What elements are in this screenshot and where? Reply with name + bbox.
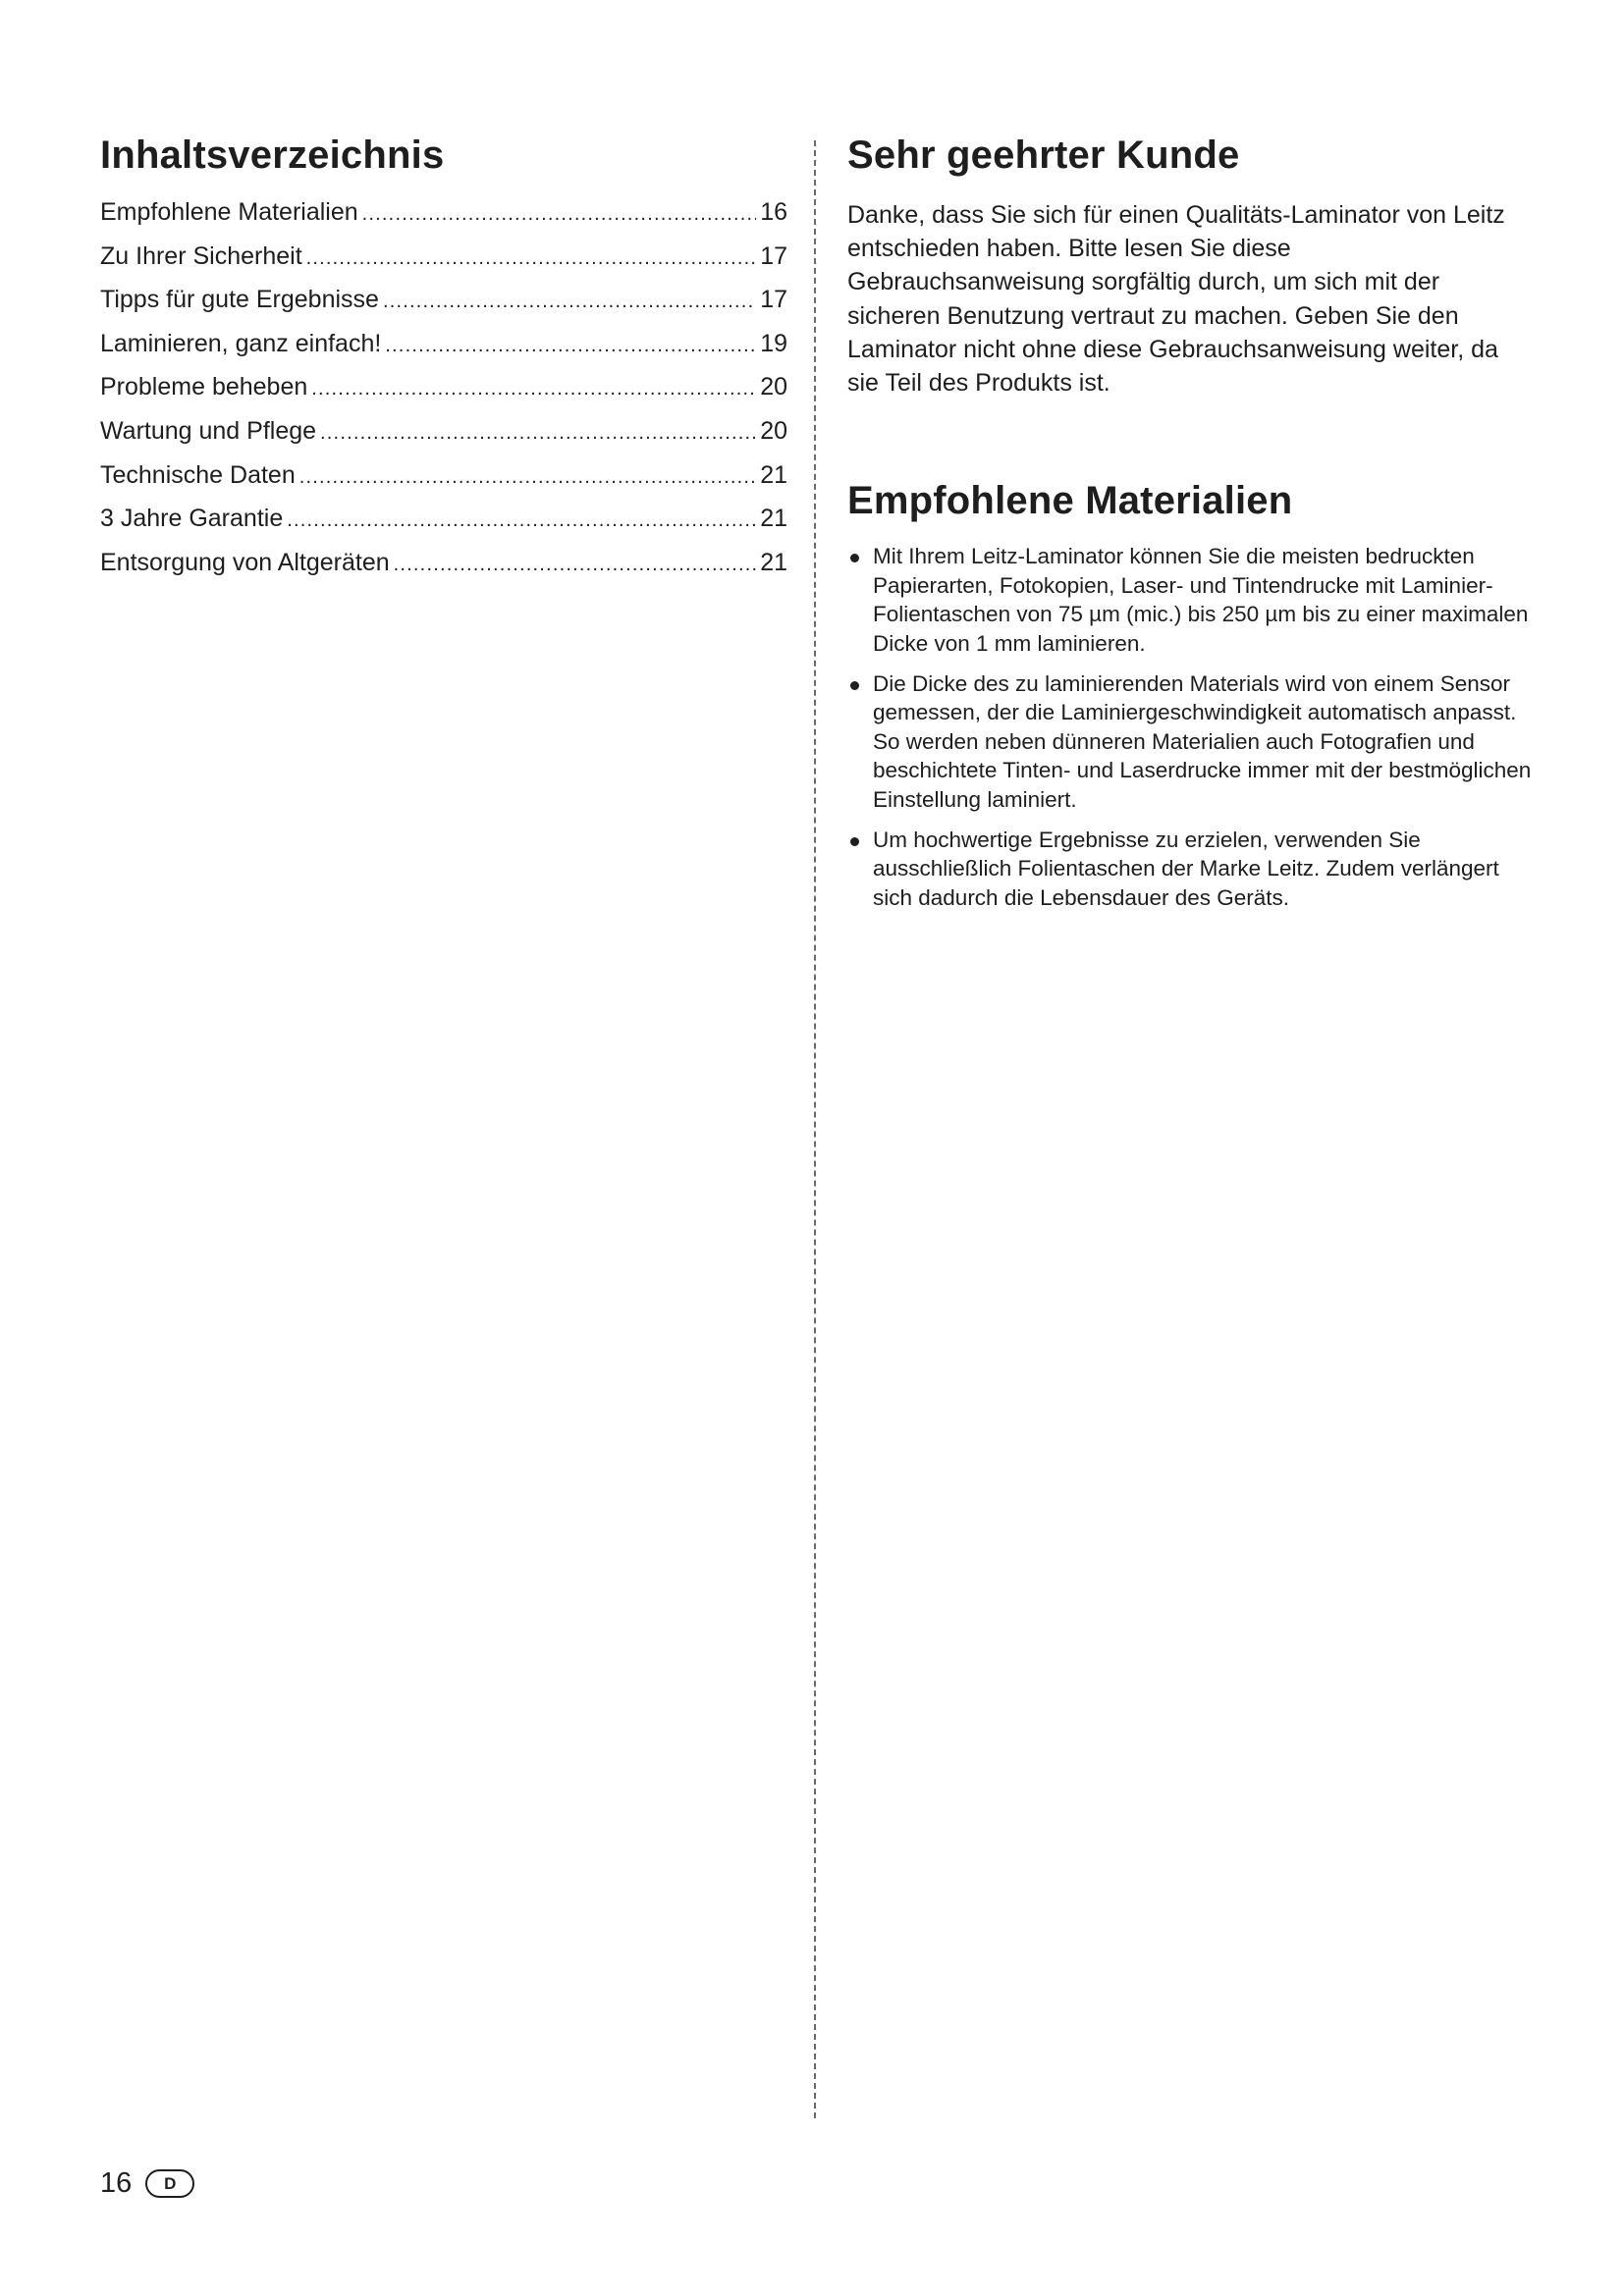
toc-item-title: Wartung und Pflege	[100, 416, 317, 445]
list-item	[847, 826, 1537, 913]
toc-item	[100, 505, 787, 549]
toc-item	[100, 242, 787, 287]
toc-item-title: Entsorgung von Altgeräten	[100, 548, 390, 576]
materials-title: Empfohlene Materialien	[847, 479, 1293, 523]
toc-item-title: Probleme beheben	[100, 373, 308, 401]
toc-leader-dots	[287, 509, 756, 532]
bullet-icon	[850, 681, 859, 690]
toc-item-page: 19	[760, 329, 787, 357]
toc-leader-dots	[320, 422, 756, 445]
toc-leader-dots	[306, 247, 757, 270]
toc-item-page: 17	[760, 286, 787, 314]
country-badge: D	[145, 2169, 194, 2198]
list-item-text: Um hochwertige Ergebnisse zu erzielen, verwenden Sie ausschließlich Folientaschen der Marke Leitz. Zudem verlängert sich dadurch die Lebensdauer des Geräts.	[873, 827, 1499, 910]
toc-leader-dots	[383, 291, 756, 313]
list-item-text: Die Dicke des zu laminierenden Materials wird von einem Sensor gemessen, der die Laminiergeschwindigkeit automatisch anpasst. So werden neben dünneren Materialien auch Fotografien und beschichtete Tinten- und Laserdrucke immer mit der bestmöglichen Einstellung laminiert.	[873, 670, 1532, 812]
toc-leader-dots	[394, 554, 757, 576]
toc-item-title: 3 Jahre Garantie	[100, 505, 284, 533]
toc-item-page: 21	[760, 548, 787, 576]
toc-item-page: 16	[760, 198, 787, 226]
page-number: 16	[100, 2167, 133, 2199]
toc-item	[100, 198, 787, 242]
materials-list	[847, 542, 1535, 912]
toc-leader-dots	[385, 335, 756, 357]
toc-item-title: Zu Ihrer Sicherheit	[100, 241, 302, 270]
toc-item-title: Empfohlene Materialien	[100, 198, 358, 226]
list-item-text: Mit Ihrem Leitz-Laminator können Sie die meisten bedruckten Papierarten, Fotokopien, Laser- und Tintendrucke mit Laminier-Folientaschen von 75 µm (mic.) bis 250 µm bis zu einer maximalen Dicke von 1 mm laminieren.	[873, 544, 1529, 656]
toc-item	[100, 461, 787, 506]
toc-item-page: 21	[760, 505, 787, 533]
toc-item-page: 20	[760, 416, 787, 445]
column-divider	[814, 140, 816, 2118]
table-of-contents	[100, 126, 787, 608]
toc-item-title: Technische Daten	[100, 460, 296, 489]
toc-item	[100, 417, 787, 461]
toc-item	[100, 286, 787, 330]
toc-title: Inhaltsverzeichnis	[100, 133, 445, 177]
list-item	[847, 542, 1537, 658]
toc-item-page: 21	[760, 460, 787, 489]
page-footer	[100, 2167, 194, 2200]
greeting-title: Sehr geehrter Kunde	[847, 133, 1240, 177]
toc-item	[100, 549, 787, 593]
bullet-icon	[850, 554, 859, 562]
toc-leader-dots	[299, 466, 756, 489]
toc-item-page: 17	[760, 241, 787, 270]
toc-list	[100, 198, 787, 592]
toc-item-title: Laminieren, ganz einfach!	[100, 329, 382, 357]
toc-item	[100, 373, 787, 417]
greeting-text: Danke, dass Sie sich für einen Qualitäts-Laminator von Leitz entschieden haben. Bitte lesen Sie diese Gebrauchsanweisung sorgfältig durch, um sich mit der sicheren Benutzung vertraut zu machen. Geben Sie den Laminator nicht ohne diese Gebrauchsanweisung weiter, da sie Teil des Produkts ist.	[847, 201, 1505, 398]
list-item	[847, 669, 1537, 815]
bullet-icon	[850, 837, 859, 846]
toc-item-page: 20	[760, 373, 787, 401]
toc-leader-dots	[311, 378, 756, 400]
toc-item	[100, 330, 787, 374]
toc-leader-dots	[362, 203, 757, 226]
right-column	[847, 126, 1535, 923]
toc-item-title: Tipps für gute Ergebnisse	[100, 286, 379, 314]
